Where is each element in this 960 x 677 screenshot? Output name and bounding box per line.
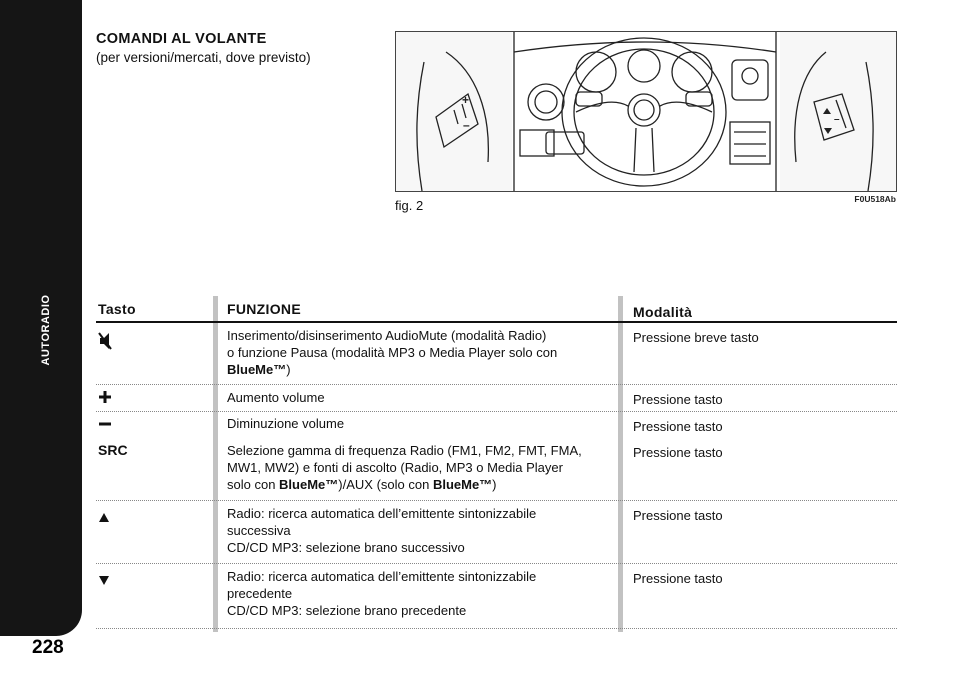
- function-cell: Inserimento/disinserimento AudioMute (modalità Radio) o funzione Pausa (modalità MP3 o Media Player solo con BlueMe™): [227, 328, 558, 377]
- function-cell: Diminuzione volume: [227, 416, 345, 431]
- src-key: SRC: [98, 442, 128, 458]
- triangle-down-icon: [98, 573, 110, 591]
- row-separator: [96, 411, 897, 412]
- column-divider: [618, 296, 623, 632]
- row-separator: [96, 500, 897, 501]
- function-cell: Aumento volume: [227, 390, 325, 405]
- header-rule: [96, 321, 897, 323]
- page-title: COMANDI AL VOLANTE: [96, 31, 267, 47]
- triangle-up-icon: [98, 510, 110, 528]
- mode-cell: Pressione tasto: [633, 508, 723, 523]
- function-cell: Radio: ricerca automatica dell’emittente sintonizzabile precedente CD/CD MP3: selezione brano precedente: [227, 569, 537, 618]
- svg-text:–: –: [834, 114, 840, 125]
- mode-cell: Pressione tasto: [633, 392, 723, 407]
- mode-cell: Pressione tasto: [633, 419, 723, 434]
- column-divider: [213, 296, 218, 632]
- mode-cell: Pressione tasto: [633, 445, 723, 460]
- row-separator: [96, 384, 897, 385]
- header-key: Tasto: [98, 301, 136, 317]
- mode-cell: Pressione breve tasto: [633, 330, 759, 345]
- svg-text:+: +: [462, 93, 470, 107]
- figure-code: F0U518Ab: [854, 194, 896, 204]
- mute-icon: [98, 332, 112, 355]
- function-cell: Selezione gamma di frequenza Radio (FM1, FM2, FMT, FMA, MW1, MW2) e fonti di ascolto (Radio, MP3 o Media Player solo con BlueMe™)/AUX (solo con BlueMe™): [227, 443, 582, 492]
- minus-icon: [98, 417, 112, 436]
- function-cell: Radio: ricerca automatica dell’emittente sintonizzabile successiva CD/CD MP3: selezione brano successivo: [227, 506, 537, 555]
- header-function: FUNZIONE: [227, 301, 301, 317]
- svg-text:–: –: [463, 118, 470, 132]
- commands-table: [96, 296, 897, 632]
- section-label: AUTORADIO: [40, 294, 52, 366]
- steering-wheel-illustration: [395, 31, 897, 192]
- header-mode: Modalità: [633, 304, 693, 320]
- plus-icon: [98, 390, 112, 409]
- row-separator: [96, 563, 897, 564]
- page-number: 228: [32, 637, 64, 658]
- steering-wheel-drawing: [396, 32, 896, 191]
- page-subtitle: (per versioni/mercati, dove previsto): [96, 50, 311, 65]
- mode-cell: Pressione tasto: [633, 571, 723, 586]
- figure-label: fig. 2: [395, 198, 424, 213]
- row-separator: [96, 628, 897, 629]
- sidebar: [0, 0, 82, 636]
